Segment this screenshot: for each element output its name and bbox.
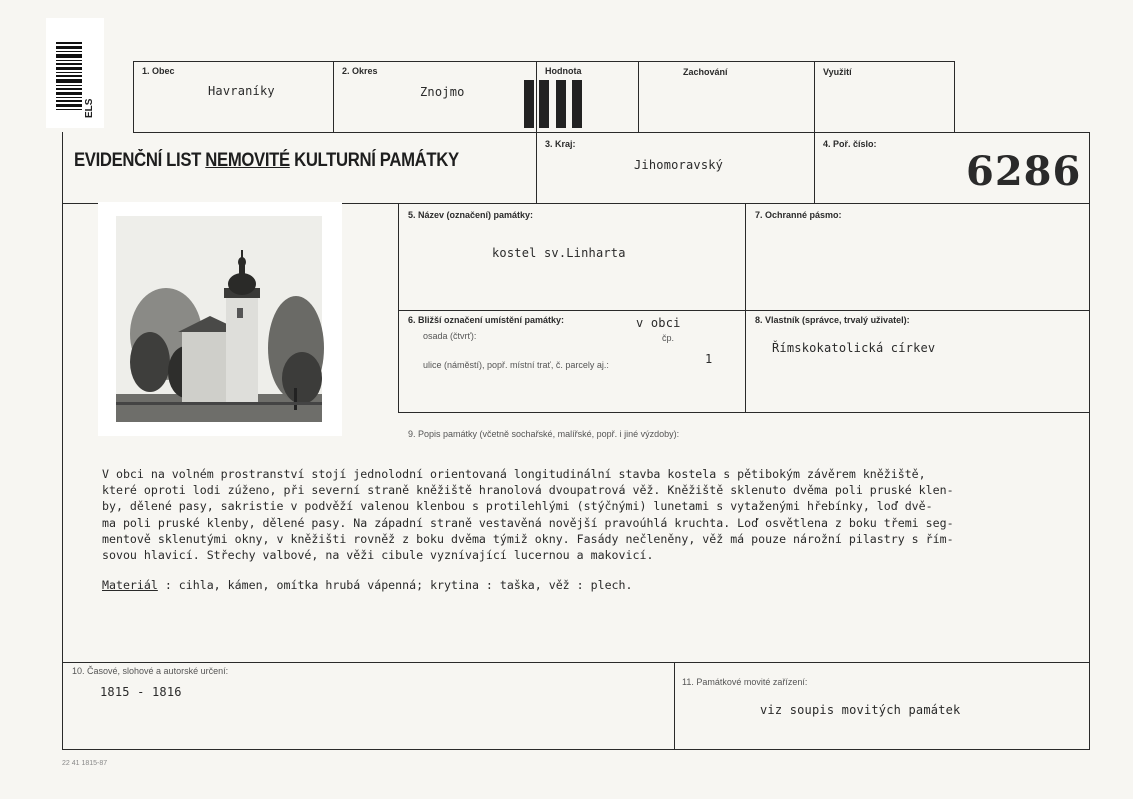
osada-label: osada (čtvrť): xyxy=(423,331,477,341)
obec-value: Havraníky xyxy=(208,84,275,98)
nazev-label: 5. Název (označení) památky: xyxy=(408,210,534,220)
barcode-icon xyxy=(46,18,104,128)
popis-line: sovou hlavicí. Střechy valbové, na věži cibule vyznívající lucernou a makovicí. xyxy=(102,548,654,563)
por-cislo-label: 4. Poř. číslo: xyxy=(823,139,877,149)
zachovani-label: Zachování xyxy=(683,67,728,77)
hodnota-label: Hodnota xyxy=(545,66,582,76)
kraj-value: Jihomoravský xyxy=(634,158,724,172)
church-photo-image xyxy=(98,202,342,436)
popis-line: V obci na volném prostranství stojí jednolodní orientovaná longitudinální stavba kostela s pětibokým závěrem kněžiště, xyxy=(102,467,926,481)
footer-code: 22 41 1815-87 xyxy=(62,760,108,767)
umisteni-label: 6. Bližší označení umístění památky: xyxy=(408,315,565,325)
por-cislo-value: 6286 xyxy=(966,148,1082,195)
okres-value: Znojmo xyxy=(420,85,465,99)
material-text: : cihla, kámen, omítka hrubá vápenná; krytina : taška, věž : plech. xyxy=(157,578,633,593)
vlastnik-value: Římskokatolická církev xyxy=(772,341,936,355)
form-title: EVIDENČNÍ LIST NEMOVITÉ KULTURNÍ PAMÁTKY xyxy=(74,150,459,171)
casove-urceni-value: 1815 - 1816 xyxy=(100,685,182,699)
movite-zarizeni-label: 11. Památkové movité zařízení: xyxy=(682,677,808,687)
popis-text xyxy=(102,466,1082,593)
ulice-label: ulice (náměstí), popř. místní trať, č. parcely aj.: xyxy=(423,360,609,370)
corner-tag: ELS xyxy=(84,98,95,118)
material-line xyxy=(102,577,1082,593)
popis-line: mentově sklenutými okny, v kněžišti rovněž z boku dvěma týmiž okny. Fasády nečleněny, věž má pouze nárožní pilastry s řím- xyxy=(102,531,954,546)
parcela-value: 1 xyxy=(705,352,713,366)
popis-line: ma poli pruské klenby, dělené pasy. Na západní straně vestavěná novější pravoúhlá kruchta. Loď osvětlena z boku třemi seg- xyxy=(102,515,954,530)
church-photo xyxy=(98,202,342,436)
movite-zarizeni-value: viz soupis movitých památek xyxy=(760,703,961,717)
barcode-sticker xyxy=(46,18,104,128)
okres-label: 2. Okres xyxy=(342,66,378,76)
popis-line: které oproti lodi zúženo, při severní straně kněžiště hranolová dvoupatrová věž. Kněžiště sklenuto dvěma poli pruské klen- xyxy=(102,483,954,498)
popis-line: by, dělené pasy, sakristie v podvěží valenou klenbou s protilehlými (stýčnými) lunetami s vytaženými hřebínky, loď dvě- xyxy=(102,499,933,514)
vyuziti-label: Využití xyxy=(823,67,852,77)
ochranne-pasmo-label: 7. Ochranné pásmo: xyxy=(755,210,842,220)
kraj-label: 3. Kraj: xyxy=(545,139,576,149)
v-obci-value: v obci xyxy=(636,316,681,330)
cp-label: čp. xyxy=(662,333,675,343)
obec-label: 1. Obec xyxy=(142,66,175,76)
popis-label: 9. Popis památky (včetně sochařské, malířské, popř. i jiné výzdoby): xyxy=(408,429,680,439)
vlastnik-label: 8. Vlastník (správce, trvalý uživatel): xyxy=(755,315,910,325)
casove-urceni-label: 10. Časové, slohové a autorské určení: xyxy=(72,666,229,676)
material-label: Materiál xyxy=(102,578,158,593)
nazev-value: kostel sv.Linharta xyxy=(492,246,626,260)
